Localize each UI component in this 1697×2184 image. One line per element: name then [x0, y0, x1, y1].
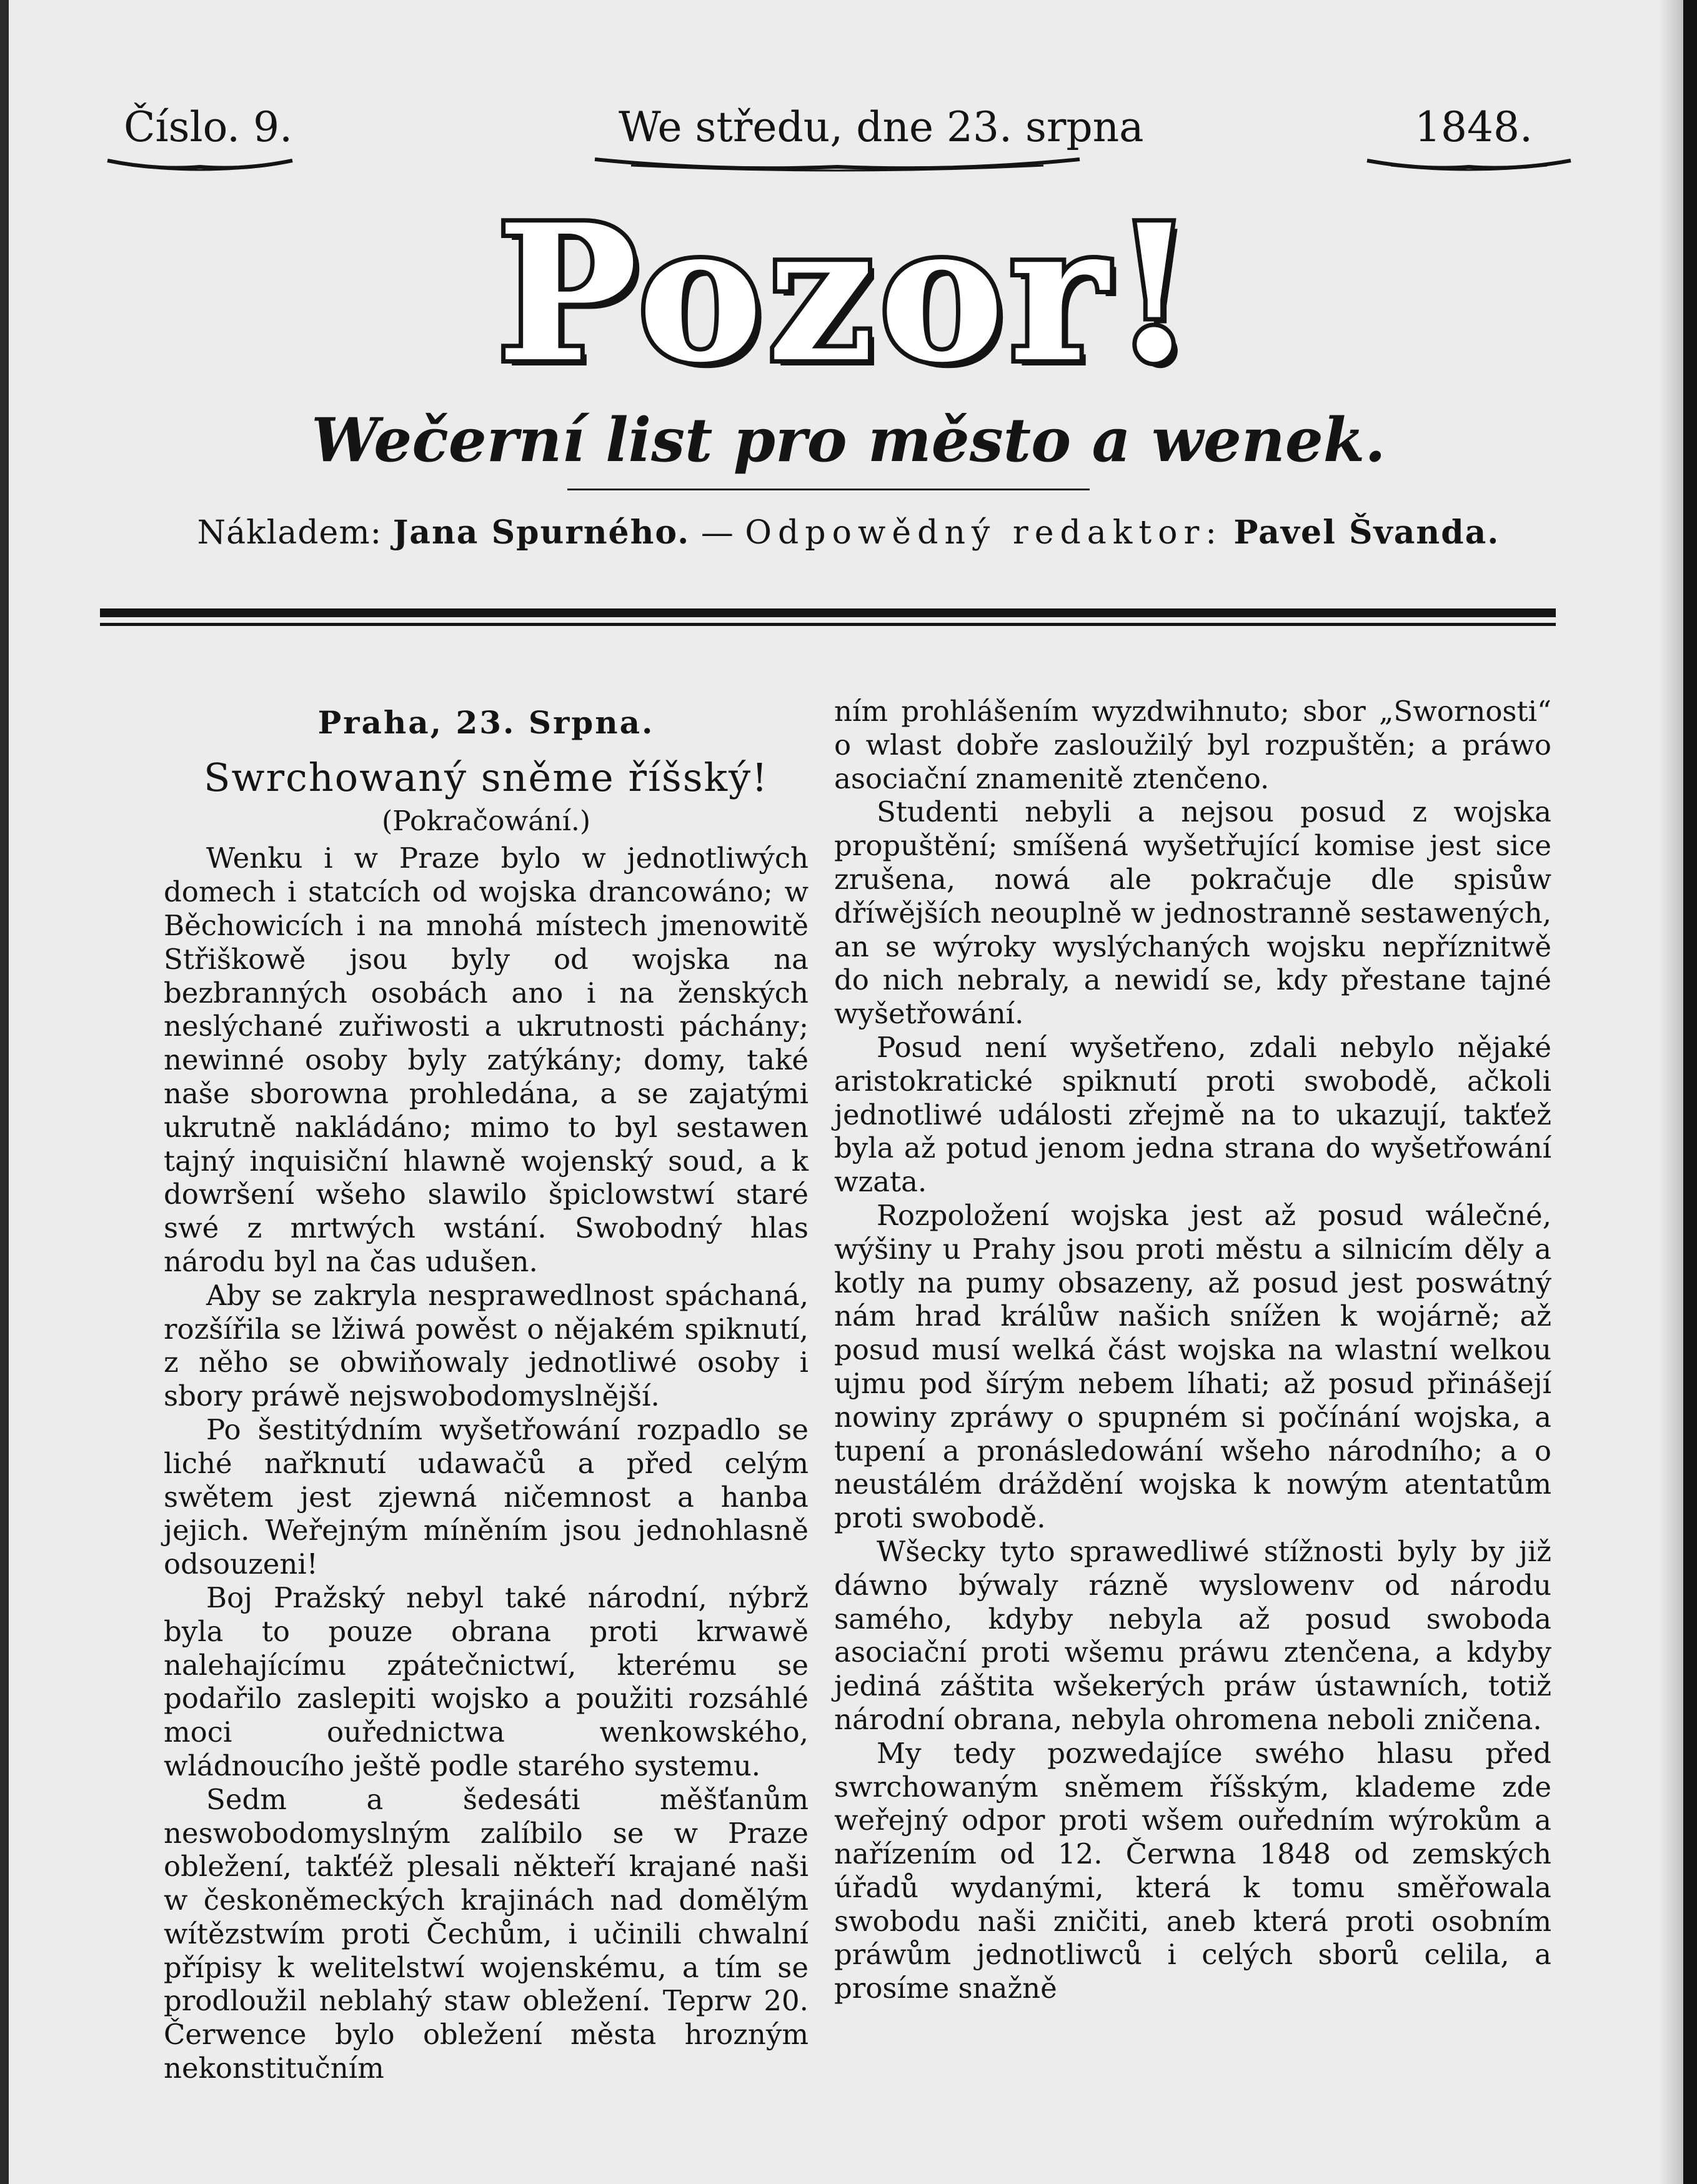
date-swash-ornament	[594, 152, 1081, 177]
issue-date: We středu, dne 23. srpna	[619, 103, 1144, 151]
article-paragraph: Posud není wyšetřeno, zdali nebylo nějaké aristokratické spiknutí proti swobodě, ačkoli jednotliwé události zřejmě na to ukazují, takťež byla až potud jenom jedna strana do wyšetřowání wzata.	[834, 1030, 1551, 1199]
issue-swash-ornament	[106, 152, 294, 177]
issue-number: Číslo. 9.	[124, 103, 293, 151]
editor-label: Odpowědný redaktor:	[745, 514, 1223, 552]
editor-name: Pavel Švanda.	[1233, 514, 1500, 552]
article-paragraph: Po šestitýdním wyšetřowání rozpadlo se liché nařknutí udawačů a před celým swětem jest zjewná ničemnost a hanba jejich. Weřejným míněním jsou jednohlasně odsouzeni!	[164, 1412, 809, 1581]
credits-dash: —	[700, 514, 734, 552]
masthead-top-line	[0, 103, 1697, 178]
article-paragraph: Rozpoložení wojska jest až posud wálečné, wýšiny u Prahy jsou proti městu a silnicím děly a kotly na pumy obsazeny, až posud jest poswátný nám hrad králůw našich snížen k wojárně; až posud musí welká část wojska na wlastní welkou ujmu pod šírým nebem líhati; až posud přinášejí nowiny zpráwy o spupném si počínání wojska, a tupení a pronásledowání wšeho národního; a o neustálém dráždění wojska k nowým atentatům proti swobodě.	[834, 1198, 1551, 1535]
article-paragraph: Aby se zakryla nesprawedlnost spáchaná, rozšířila se lžiwá powěst o nějakém spiknutí, z něho se obwiňowaly jednotliwé osoby i sbory práwě nejswobodomyslnější.	[164, 1278, 809, 1413]
publisher-name: Jana Spurného.	[392, 514, 690, 552]
article-paragraph: My tedy pozwedajíce swého hlasu před swrchowaným sněmem říšským, klademe zde weřejný odpor proti wšem ouředním wýrokům a nařízením od 12. Čerwna 1848 od zemských úřadů wydanými, která k tomu směřowala swobodu naši zničiti, aneb která proti osobním práwům jednotliwců i celých sborů celila, a prosíme snažně	[834, 1736, 1551, 2005]
masthead-thick-rule	[100, 608, 1556, 617]
year-swash-ornament	[1366, 152, 1572, 177]
article-continued-note: (Pokračowání.)	[382, 805, 590, 837]
masthead-thin-rule	[100, 623, 1556, 626]
article-dateline: Praha, 23. Srpna.	[317, 704, 655, 741]
article-column-left	[164, 706, 809, 2085]
article-column-right	[834, 695, 1551, 2005]
article-paragraph: Sedm a šedesáti měšťanům neswobodomyslným zalíbilo se w Praze obležení, takťéž plesali někteří krajané naši w českoněmeckých krajinách nad domělým wítězstwím proti Čechům, i učinili chwalní přípisy k welitelstwí wojenskému, a tím se prodloužil neblahý staw obležení. Teprw 20. Čerwence bylo obležení města hrozným nekonstitučním	[164, 1782, 809, 2085]
article-paragraph: Boj Pražský nebyl také národní, nýbrž byla to pouze obrana proti krwawě nalehajícímu zpátečnictwí, kterému se podařilo zaslepiti wojsko a použiti rozsáhlé moci ouřednictwa wenkowského, wládnoucího ještě podle starého systemu.	[164, 1581, 809, 1782]
publisher-label: Nákladem:	[197, 514, 382, 552]
article-title: Swrchowaný sněme říšský!	[203, 754, 769, 800]
article-paragraph: ním prohlášením wyzdwihnuto; sbor „Swornosti“ o wlast dobře zasloužilý byl rozpuštěn; a práwo asociační znamenitě ztenčeno.	[834, 695, 1551, 795]
subtitle-rule	[567, 489, 1090, 490]
article-paragraph: Wenku i w Praze bylo w jednotliwých domech i statcích od wojska drancowáno; w Běchowicích i na mnohá místech jmenowitě Střiškowě jsou byly od wojska na bezbranných osobách ano i na ženských neslýchané zuřiwosti a ukrutnosti páchány; newinné osoby byly zatýkány; domy, také naše sborowna prohledána, a se zajatými ukrutně nakládáno; mimo to byl sestawen tajný inquisiční hlawně wojenský soud, a k dowršení wšeho slawilo špiclowstwí staré swé z mrtwých wstání. Swobodný hlas národu byl na čas udušen.	[164, 841, 809, 1278]
newspaper-subtitle: Wečerní list pro město a wenek.	[311, 405, 1386, 475]
issue-year: 1848.	[1415, 103, 1533, 151]
article-paragraph: Studenti nebyli a nejsou posud z wojska propuštění; smíšená wyšetřující komise jest sice zrušena, nowá ale pokračuje dle spisůw dříwějších neouplně w jednostranně sestawených, an se wýroky wyslýchaných wojsku nepříznitwě do nich nebraly, a newidí se, kdy přestane tajné wyšetřowání.	[834, 795, 1551, 1031]
credits-line	[0, 514, 1697, 552]
newspaper-title: Pozor!	[497, 183, 1200, 404]
article-paragraph: Wšecky tyto sprawedliwé stížnosti byly by již dáwno býwaly rázně wyslowenv od národu samého, kdyby nebyla až posud swoboda asociační proti wšemu práwu ztenčena, a kdyby jediná záštita wšekerých práw ústawních, totiž národní obrana, nebyla ohromena neboli zničena.	[834, 1534, 1551, 1736]
